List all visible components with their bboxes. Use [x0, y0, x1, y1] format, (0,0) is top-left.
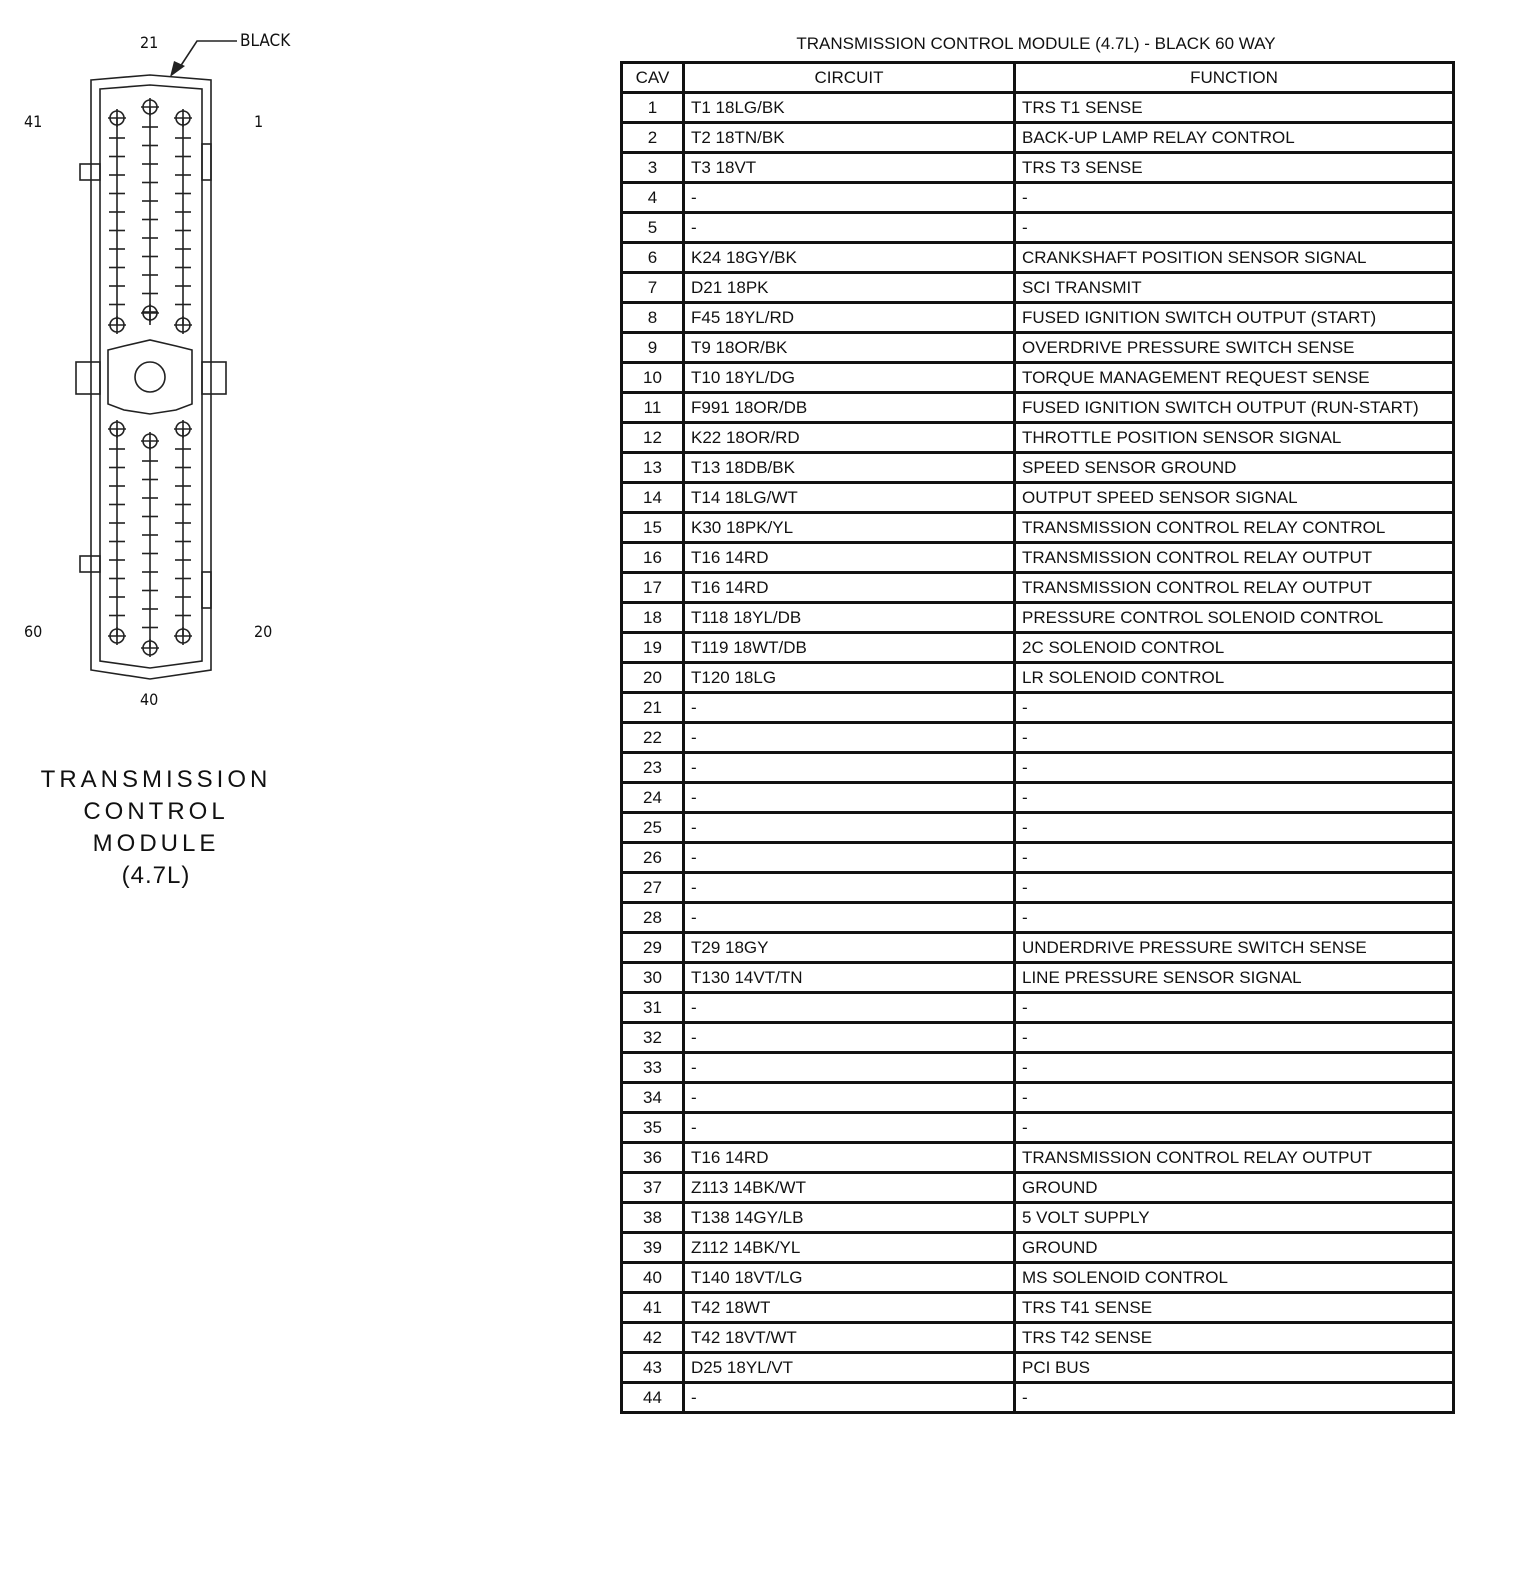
table-row [622, 183, 1454, 213]
cav-cell: 12 [622, 423, 684, 453]
connector-inner-shell [100, 85, 202, 668]
cav-cell: 1 [622, 93, 684, 123]
table-row [622, 123, 1454, 153]
function-cell: SPEED SENSOR GROUND [1015, 453, 1454, 483]
circuit-cell: - [684, 1113, 1015, 1143]
circuit-cell: T9 18OR/BK [684, 333, 1015, 363]
table-row [622, 483, 1454, 513]
table-header-row [622, 63, 1454, 93]
header-cav: CAV [622, 63, 684, 93]
cav-cell: 8 [622, 303, 684, 333]
circuit-cell: T140 18VT/LG [684, 1263, 1015, 1293]
table-row [622, 813, 1454, 843]
circuit-cell: T10 18YL/DG [684, 363, 1015, 393]
circuit-cell: - [684, 1023, 1015, 1053]
circuit-cell: D21 18PK [684, 273, 1015, 303]
function-cell: FUSED IGNITION SWITCH OUTPUT (RUN-START) [1015, 393, 1454, 423]
table-row [622, 1173, 1454, 1203]
table-row [622, 513, 1454, 543]
circuit-cell: - [684, 213, 1015, 243]
function-cell: - [1015, 813, 1454, 843]
cav-cell: 42 [622, 1323, 684, 1353]
table-row [622, 333, 1454, 363]
cav-cell: 38 [622, 1203, 684, 1233]
function-cell: - [1015, 723, 1454, 753]
table-row [622, 1353, 1454, 1383]
pin-number-41: 41 [24, 112, 43, 131]
table-row [622, 963, 1454, 993]
function-cell: - [1015, 783, 1454, 813]
cav-cell: 30 [622, 963, 684, 993]
function-cell: TRS T41 SENSE [1015, 1293, 1454, 1323]
circuit-cell: Z112 14BK/YL [684, 1233, 1015, 1263]
function-cell: LINE PRESSURE SENSOR SIGNAL [1015, 963, 1454, 993]
function-cell: GROUND [1015, 1173, 1454, 1203]
function-cell: 5 VOLT SUPPLY [1015, 1203, 1454, 1233]
table-title: TRANSMISSION CONTROL MODULE (4.7L) - BLACK 60 WAY [796, 34, 1276, 53]
function-cell: TRS T1 SENSE [1015, 93, 1454, 123]
cav-cell: 20 [622, 663, 684, 693]
caption-line-1: TRANSMISSION [40, 766, 272, 793]
circuit-cell: F991 18OR/DB [684, 393, 1015, 423]
function-cell: TRANSMISSION CONTROL RELAY OUTPUT [1015, 543, 1454, 573]
cav-cell: 25 [622, 813, 684, 843]
table-row [622, 1083, 1454, 1113]
cav-cell: 19 [622, 633, 684, 663]
table-row [622, 1323, 1454, 1353]
table-row [622, 453, 1454, 483]
cav-cell: 14 [622, 483, 684, 513]
table-row [622, 1263, 1454, 1293]
cav-cell: 21 [622, 693, 684, 723]
header-circuit: CIRCUIT [684, 63, 1015, 93]
table-row [622, 993, 1454, 1023]
function-cell: 2C SOLENOID CONTROL [1015, 633, 1454, 663]
cav-cell: 3 [622, 153, 684, 183]
circuit-cell: - [684, 1383, 1015, 1413]
cav-cell: 24 [622, 783, 684, 813]
circuit-cell: K22 18OR/RD [684, 423, 1015, 453]
function-cell: TORQUE MANAGEMENT REQUEST SENSE [1015, 363, 1454, 393]
pin-number-60: 60 [24, 622, 43, 641]
header-function: FUNCTION [1015, 63, 1454, 93]
table-row [622, 543, 1454, 573]
function-cell: - [1015, 1113, 1454, 1143]
function-cell: LR SOLENOID CONTROL [1015, 663, 1454, 693]
circuit-cell: - [684, 783, 1015, 813]
circuit-cell: T42 18WT [684, 1293, 1015, 1323]
table-row [622, 1023, 1454, 1053]
pin-columns [108, 98, 192, 657]
table-row [622, 93, 1454, 123]
pin-number-21: 21 [140, 33, 159, 52]
cav-cell: 10 [622, 363, 684, 393]
table-row [622, 633, 1454, 663]
circuit-cell: D25 18YL/VT [684, 1353, 1015, 1383]
circuit-cell: - [684, 1053, 1015, 1083]
function-cell: - [1015, 753, 1454, 783]
function-cell: OVERDRIVE PRESSURE SWITCH SENSE [1015, 333, 1454, 363]
function-cell: - [1015, 903, 1454, 933]
cav-cell: 22 [622, 723, 684, 753]
function-cell: - [1015, 1053, 1454, 1083]
table-row [622, 933, 1454, 963]
function-cell: MS SOLENOID CONTROL [1015, 1263, 1454, 1293]
caption-line-3: MODULE [92, 830, 220, 857]
black-label-leader [178, 41, 237, 70]
function-cell: - [1015, 843, 1454, 873]
table-row [622, 603, 1454, 633]
function-cell: - [1015, 1083, 1454, 1113]
table-row [622, 783, 1454, 813]
function-cell: - [1015, 1023, 1454, 1053]
connector-color-label: BLACK [240, 31, 291, 51]
table-row [622, 273, 1454, 303]
circuit-cell: - [684, 693, 1015, 723]
cav-cell: 28 [622, 903, 684, 933]
latch-left-upper [80, 164, 100, 180]
caption-line-4: (4.7L) [121, 862, 191, 889]
cav-cell: 2 [622, 123, 684, 153]
table-row [622, 393, 1454, 423]
circuit-cell: T120 18LG [684, 663, 1015, 693]
circuit-cell: T13 18DB/BK [684, 453, 1015, 483]
table-row [622, 903, 1454, 933]
function-cell: GROUND [1015, 1233, 1454, 1263]
table-row [622, 873, 1454, 903]
circuit-cell: - [684, 993, 1015, 1023]
latch-right-lower [202, 572, 211, 608]
function-cell: UNDERDRIVE PRESSURE SWITCH SENSE [1015, 933, 1454, 963]
circuit-cell: Z113 14BK/WT [684, 1173, 1015, 1203]
function-cell: - [1015, 1383, 1454, 1413]
cav-cell: 9 [622, 333, 684, 363]
function-cell: TRANSMISSION CONTROL RELAY CONTROL [1015, 513, 1454, 543]
table-row [622, 753, 1454, 783]
circuit-cell: - [684, 183, 1015, 213]
pin-number-40: 40 [140, 690, 159, 709]
circuit-cell: T1 18LG/BK [684, 93, 1015, 123]
cav-cell: 16 [622, 543, 684, 573]
function-cell: TRS T42 SENSE [1015, 1323, 1454, 1353]
circuit-cell: - [684, 1083, 1015, 1113]
table-row [622, 363, 1454, 393]
latch-left-center [76, 362, 100, 394]
table-row [622, 303, 1454, 333]
cav-cell: 18 [622, 603, 684, 633]
cav-cell: 31 [622, 993, 684, 1023]
circuit-cell: K30 18PK/YL [684, 513, 1015, 543]
connector-outer-shell [91, 75, 211, 679]
function-cell: TRANSMISSION CONTROL RELAY OUTPUT [1015, 573, 1454, 603]
table-row [622, 153, 1454, 183]
function-cell: - [1015, 873, 1454, 903]
center-bolt-housing [108, 340, 192, 414]
cav-cell: 35 [622, 1113, 684, 1143]
cav-cell: 37 [622, 1173, 684, 1203]
pin-number-1: 1 [254, 112, 264, 131]
circuit-cell: T130 14VT/TN [684, 963, 1015, 993]
table-row [622, 723, 1454, 753]
circuit-cell: - [684, 753, 1015, 783]
circuit-cell: T3 18VT [684, 153, 1015, 183]
table-row [622, 573, 1454, 603]
function-cell: PCI BUS [1015, 1353, 1454, 1383]
table-row [622, 213, 1454, 243]
function-cell: - [1015, 993, 1454, 1023]
circuit-cell: T16 14RD [684, 573, 1015, 603]
table-row [622, 423, 1454, 453]
circuit-cell: T119 18WT/DB [684, 633, 1015, 663]
cav-cell: 34 [622, 1083, 684, 1113]
function-cell: FUSED IGNITION SWITCH OUTPUT (START) [1015, 303, 1454, 333]
connector-caption [40, 764, 272, 892]
table-body [622, 93, 1454, 1413]
function-cell: - [1015, 183, 1454, 213]
circuit-cell: - [684, 903, 1015, 933]
circuit-cell: - [684, 723, 1015, 753]
connector-drawing [0, 0, 560, 720]
table-row [622, 1053, 1454, 1083]
function-cell: SCI TRANSMIT [1015, 273, 1454, 303]
cav-cell: 11 [622, 393, 684, 423]
circuit-cell: T138 14GY/LB [684, 1203, 1015, 1233]
table-row [622, 843, 1454, 873]
cav-cell: 29 [622, 933, 684, 963]
function-cell: BACK-UP LAMP RELAY CONTROL [1015, 123, 1454, 153]
center-bolt-icon [135, 362, 165, 392]
cav-cell: 23 [622, 753, 684, 783]
circuit-cell: T29 18GY [684, 933, 1015, 963]
table-row [622, 1293, 1454, 1323]
circuit-cell: T42 18VT/WT [684, 1323, 1015, 1353]
latch-left-lower [80, 556, 100, 572]
function-cell: TRANSMISSION CONTROL RELAY OUTPUT [1015, 1143, 1454, 1173]
circuit-cell: T16 14RD [684, 1143, 1015, 1173]
cav-cell: 5 [622, 213, 684, 243]
circuit-cell: - [684, 813, 1015, 843]
circuit-cell: - [684, 843, 1015, 873]
latch-right-upper [202, 144, 211, 180]
caption-line-2: CONTROL [83, 798, 229, 825]
cav-cell: 13 [622, 453, 684, 483]
circuit-cell: T16 14RD [684, 543, 1015, 573]
cav-cell: 33 [622, 1053, 684, 1083]
cav-cell: 36 [622, 1143, 684, 1173]
cav-cell: 44 [622, 1383, 684, 1413]
circuit-cell: T2 18TN/BK [684, 123, 1015, 153]
function-cell: CRANKSHAFT POSITION SENSOR SIGNAL [1015, 243, 1454, 273]
latch-right-center [202, 362, 226, 394]
cav-cell: 7 [622, 273, 684, 303]
function-cell: OUTPUT SPEED SENSOR SIGNAL [1015, 483, 1454, 513]
cav-cell: 6 [622, 243, 684, 273]
circuit-cell: T118 18YL/DB [684, 603, 1015, 633]
cav-cell: 17 [622, 573, 684, 603]
cav-cell: 43 [622, 1353, 684, 1383]
circuit-cell: F45 18YL/RD [684, 303, 1015, 333]
function-cell: THROTTLE POSITION SENSOR SIGNAL [1015, 423, 1454, 453]
cav-cell: 27 [622, 873, 684, 903]
connector-diagram [0, 0, 560, 950]
cav-cell: 15 [622, 513, 684, 543]
function-cell: - [1015, 213, 1454, 243]
function-cell: PRESSURE CONTROL SOLENOID CONTROL [1015, 603, 1454, 633]
table-row [622, 1113, 1454, 1143]
cav-cell: 32 [622, 1023, 684, 1053]
circuit-cell: K24 18GY/BK [684, 243, 1015, 273]
cav-cell: 41 [622, 1293, 684, 1323]
cav-cell: 40 [622, 1263, 684, 1293]
cav-cell: 4 [622, 183, 684, 213]
table-row [622, 1143, 1454, 1173]
table-row [622, 663, 1454, 693]
function-cell: TRS T3 SENSE [1015, 153, 1454, 183]
circuit-cell: T14 18LG/WT [684, 483, 1015, 513]
cav-cell: 26 [622, 843, 684, 873]
pinout-table [620, 61, 1455, 1414]
table-row [622, 1383, 1454, 1413]
circuit-cell: - [684, 873, 1015, 903]
table-row [622, 1233, 1454, 1263]
table-row [622, 243, 1454, 273]
function-cell: - [1015, 693, 1454, 723]
table-row [622, 1203, 1454, 1233]
table-row [622, 693, 1454, 723]
cav-cell: 39 [622, 1233, 684, 1263]
pin-number-20: 20 [254, 622, 273, 641]
